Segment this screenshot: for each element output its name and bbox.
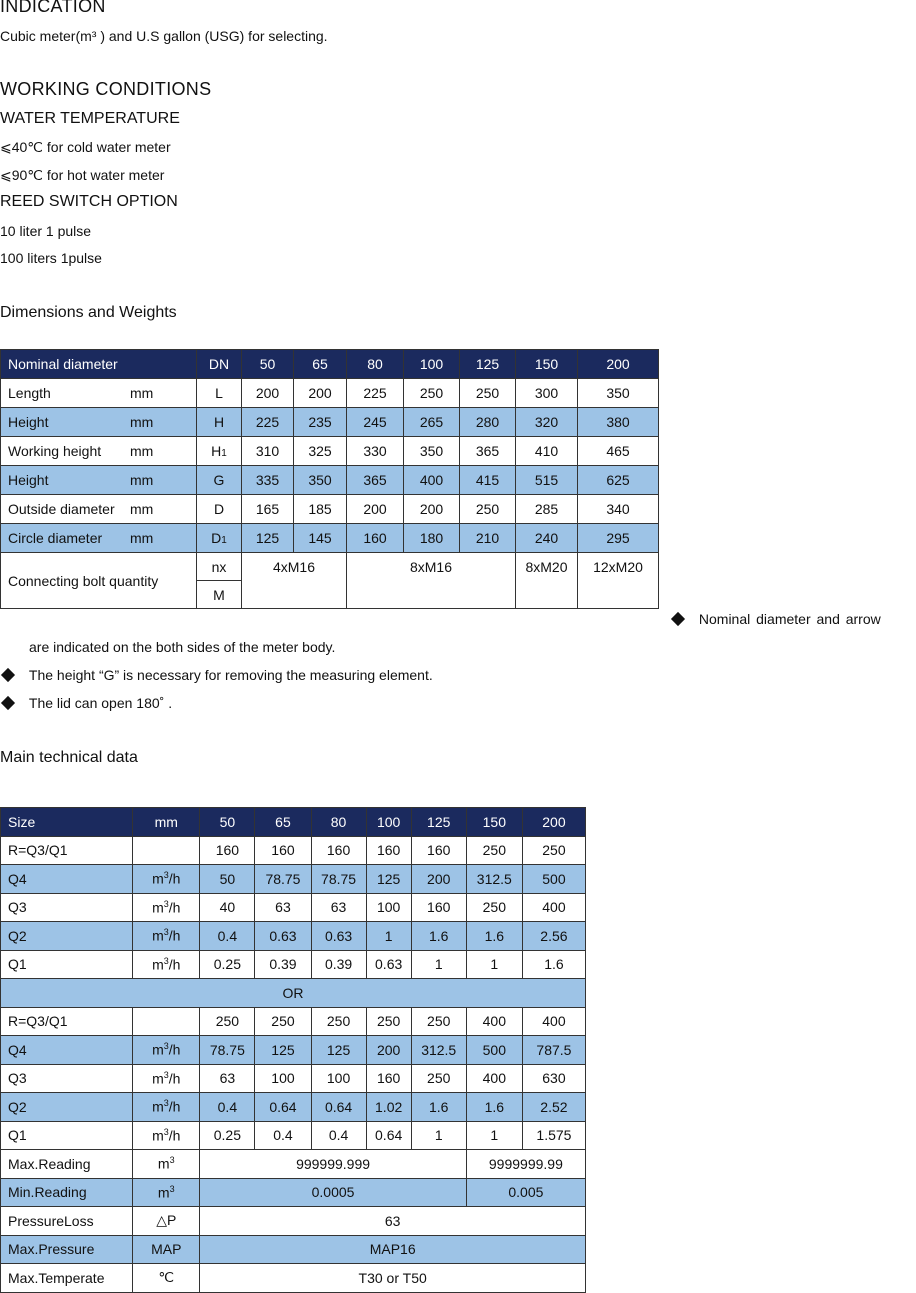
table-cell: 787.5 xyxy=(522,1036,585,1065)
table-cell: 0.4 xyxy=(200,922,255,951)
table-cell: 200 xyxy=(347,495,404,524)
note-2-text: The height “G” is necessary for removing the measuring element. xyxy=(28,667,433,683)
table-cell: 160 xyxy=(200,836,255,865)
table-cell: 8xM16 xyxy=(347,553,516,581)
table-row xyxy=(1,865,586,894)
table-cell: 250 xyxy=(466,836,522,865)
table-cell: 160 xyxy=(255,836,311,865)
header-cell: Nominal diameter xyxy=(1,350,197,379)
row-label: Max.Temperate xyxy=(1,1264,133,1293)
row-label: Q3 xyxy=(1,1064,133,1093)
dimensions-title: Dimensions and Weights xyxy=(0,304,177,321)
table-cell: 465 xyxy=(578,437,659,466)
table-cell: 250 xyxy=(522,836,585,865)
table-cell: 1 xyxy=(466,1121,522,1150)
table-cell: 160 xyxy=(347,524,404,553)
table-cell: T30 or T50 xyxy=(200,1264,586,1293)
symbol-cell: H xyxy=(197,408,242,437)
reed-option-2: 100 liters 1pulse xyxy=(0,250,102,266)
note-1-text-b: are indicated on the both sides of the meter body. xyxy=(29,639,336,655)
table-cell: 50 xyxy=(200,865,255,894)
table-row xyxy=(1,922,586,951)
table-cell: 325 xyxy=(294,437,347,466)
unit-cell: $m^3/h$ xyxy=(133,950,200,979)
or-separator: OR xyxy=(1,979,586,1008)
table-row xyxy=(1,979,586,1008)
note-3-text: The lid can open 180˚ . xyxy=(28,695,173,711)
technical-data-table xyxy=(0,807,586,1293)
table-cell: 240 xyxy=(516,524,578,553)
table-cell: 8xM20 xyxy=(516,553,578,581)
header-cell: 200 xyxy=(578,350,659,379)
table-cell: 350 xyxy=(578,379,659,408)
row-label: Q2 xyxy=(1,922,133,951)
table-cell: 9999999.99 xyxy=(466,1150,585,1179)
header-cell: 125 xyxy=(460,350,516,379)
unit-cell: $m^3/h$ xyxy=(133,893,200,922)
table-row xyxy=(1,437,659,466)
table-cell: 365 xyxy=(460,437,516,466)
table-cell: 63 xyxy=(200,1064,255,1093)
table-row xyxy=(1,466,659,495)
table-cell: 180 xyxy=(404,524,460,553)
row-label: Height mm xyxy=(1,408,197,437)
table-cell: 250 xyxy=(366,1007,411,1036)
table-cell: 410 xyxy=(516,437,578,466)
table-cell: 250 xyxy=(466,893,522,922)
table-cell: 160 xyxy=(411,836,466,865)
table-cell: 145 xyxy=(294,524,347,553)
header-cell: 125 xyxy=(411,808,466,837)
table-cell: 0.4 xyxy=(311,1121,366,1150)
header-cell: 200 xyxy=(522,808,585,837)
table-cell: 250 xyxy=(311,1007,366,1036)
table-cell: 1.6 xyxy=(466,1093,522,1122)
table-cell: 630 xyxy=(522,1064,585,1093)
hot-water-text: ⩽90℃ for hot water meter xyxy=(0,167,165,183)
table-cell: 250 xyxy=(404,379,460,408)
symbol-cell: H1 xyxy=(197,437,242,466)
table-row xyxy=(1,1007,586,1036)
table-cell: 1 xyxy=(411,1121,466,1150)
note-1-first-line xyxy=(673,611,881,627)
table-cell: 400 xyxy=(466,1007,522,1036)
table-row xyxy=(1,1150,586,1179)
table-cell: 63 xyxy=(255,893,311,922)
table-row xyxy=(1,524,659,553)
table-row xyxy=(1,836,586,865)
header-cell: 150 xyxy=(516,350,578,379)
table-cell: 63 xyxy=(311,893,366,922)
table-cell: 330 xyxy=(347,437,404,466)
unit-cell: $m^3/h$ xyxy=(133,1036,200,1065)
table-cell: 100 xyxy=(366,893,411,922)
row-label: Connecting bolt quantity xyxy=(1,553,197,609)
table-cell: 200 xyxy=(242,379,294,408)
table-cell: 210 xyxy=(460,524,516,553)
table-cell: 0.25 xyxy=(200,1121,255,1150)
header-cell: 150 xyxy=(466,808,522,837)
table-cell: 125 xyxy=(242,524,294,553)
unit-cell: $m^3/h$ xyxy=(133,1093,200,1122)
header-cell: 80 xyxy=(311,808,366,837)
table-cell: 1.6 xyxy=(522,950,585,979)
table-cell: 1 xyxy=(466,950,522,979)
table-cell: 235 xyxy=(294,408,347,437)
table-cell: 2.56 xyxy=(522,922,585,951)
row-label: R=Q3/Q1 xyxy=(1,836,133,865)
row-label: Q2 xyxy=(1,1093,133,1122)
table-row xyxy=(1,408,659,437)
table-cell: 0.25 xyxy=(200,950,255,979)
table-cell: 300 xyxy=(516,379,578,408)
table-cell: 400 xyxy=(522,1007,585,1036)
table-cell: 340 xyxy=(578,495,659,524)
table-cell: 500 xyxy=(466,1036,522,1065)
symbol-cell: G xyxy=(197,466,242,495)
header-cell: 65 xyxy=(294,350,347,379)
row-label: R=Q3/Q1 xyxy=(1,1007,133,1036)
table-cell: MAP16 xyxy=(200,1235,586,1264)
table-cell: 160 xyxy=(366,1064,411,1093)
unit-cell xyxy=(133,836,200,865)
table-cell: 125 xyxy=(311,1036,366,1065)
table-cell: 0.63 xyxy=(255,922,311,951)
table-row xyxy=(1,1064,586,1093)
table-cell: 310 xyxy=(242,437,294,466)
table-cell: 225 xyxy=(347,379,404,408)
unit-cell: MAP xyxy=(133,1235,200,1264)
table-cell: 100 xyxy=(255,1064,311,1093)
table-cell: 1.02 xyxy=(366,1093,411,1122)
table-cell: 400 xyxy=(466,1064,522,1093)
note-1-text-a: Nominal diameter and arrow xyxy=(698,611,881,627)
note-2 xyxy=(3,667,433,683)
table-cell: 160 xyxy=(411,893,466,922)
table-cell: 250 xyxy=(255,1007,311,1036)
unit-cell: $m^3/h$ xyxy=(133,865,200,894)
row-label: Q4 xyxy=(1,865,133,894)
unit-cell: $m^3/h$ xyxy=(133,1121,200,1150)
table-cell: 100 xyxy=(311,1064,366,1093)
table-cell: 63 xyxy=(200,1207,586,1236)
table-cell: 2.52 xyxy=(522,1093,585,1122)
table-cell: 1.6 xyxy=(411,1093,466,1122)
table-cell: 515 xyxy=(516,466,578,495)
table-cell: 250 xyxy=(200,1007,255,1036)
diamond-bullet-icon xyxy=(1,696,15,710)
table-cell: 0.39 xyxy=(255,950,311,979)
table-cell: 625 xyxy=(578,466,659,495)
table-row xyxy=(1,1093,586,1122)
header-cell: 100 xyxy=(366,808,411,837)
indication-title: INDICATION xyxy=(0,0,106,16)
header-cell: mm xyxy=(133,808,200,837)
header-cell: 80 xyxy=(347,350,404,379)
header-cell: 50 xyxy=(242,350,294,379)
table-cell: 0.4 xyxy=(200,1093,255,1122)
row-label: Circle diameter mm xyxy=(1,524,197,553)
reed-option-1: 10 liter 1 pulse xyxy=(0,223,92,239)
table-cell: 200 xyxy=(366,1036,411,1065)
note-3 xyxy=(3,695,172,711)
row-label: Working height mm xyxy=(1,437,197,466)
cold-water-text: ⩽40℃ for cold water meter xyxy=(0,139,171,155)
symbol-cell: nx xyxy=(197,553,242,581)
table-cell: 0.0005 xyxy=(200,1178,466,1207)
table-cell: 320 xyxy=(516,408,578,437)
table-cell: 350 xyxy=(404,437,460,466)
indication-text: Cubic meter(m³ ) and U.S gallon (USG) for selecting. xyxy=(0,28,328,44)
header-cell: 50 xyxy=(200,808,255,837)
table-row xyxy=(1,1207,586,1236)
unit-cell: $m^3/h$ xyxy=(133,1064,200,1093)
table-row xyxy=(1,495,659,524)
row-label: Outside diameter mm xyxy=(1,495,197,524)
header-cell: Size xyxy=(1,808,133,837)
table-cell: 245 xyxy=(347,408,404,437)
table-row xyxy=(1,379,659,408)
table-cell: 160 xyxy=(366,836,411,865)
row-label: PressureLoss xyxy=(1,1207,133,1236)
reed-switch-title: REED SWITCH OPTION xyxy=(0,193,178,210)
table-cell: 1.6 xyxy=(411,922,466,951)
table-row xyxy=(1,1178,586,1207)
header-cell: 100 xyxy=(404,350,460,379)
row-label: Q1 xyxy=(1,950,133,979)
table-cell: 415 xyxy=(460,466,516,495)
table-cell: 0.39 xyxy=(311,950,366,979)
table-cell: 78.75 xyxy=(255,865,311,894)
table-cell: 335 xyxy=(242,466,294,495)
table-cell: 225 xyxy=(242,408,294,437)
table-cell: 0.63 xyxy=(311,922,366,951)
table-cell: 365 xyxy=(347,466,404,495)
table-cell: 125 xyxy=(255,1036,311,1065)
technical-data-title: Main technical data xyxy=(0,749,138,766)
table-cell: 380 xyxy=(578,408,659,437)
unit-cell: $m^3/h$ xyxy=(133,922,200,951)
table-cell: 0.64 xyxy=(366,1121,411,1150)
table-cell xyxy=(347,581,516,609)
table-cell: 185 xyxy=(294,495,347,524)
table-cell: 0.64 xyxy=(255,1093,311,1122)
table-cell: 1 xyxy=(411,950,466,979)
table-cell xyxy=(516,581,578,609)
symbol-cell: D1 xyxy=(197,524,242,553)
row-label: Q3 xyxy=(1,893,133,922)
table-row xyxy=(1,950,586,979)
table-cell: 500 xyxy=(522,865,585,894)
row-label: Length mm xyxy=(1,379,197,408)
table-cell: 999999.999 xyxy=(200,1150,466,1179)
unit-cell: △P xyxy=(133,1207,200,1236)
table-cell: 1.575 xyxy=(522,1121,585,1150)
table-row xyxy=(1,1036,586,1065)
table-cell: 312.5 xyxy=(466,865,522,894)
table-cell: 250 xyxy=(460,379,516,408)
table-cell: 200 xyxy=(294,379,347,408)
row-label: Q4 xyxy=(1,1036,133,1065)
diamond-bullet-icon xyxy=(1,668,15,682)
table-cell: 78.75 xyxy=(311,865,366,894)
table-row xyxy=(1,1264,586,1293)
table-cell: 4xM16 xyxy=(242,553,347,581)
table-cell: 0.64 xyxy=(311,1093,366,1122)
table-cell: 1.6 xyxy=(466,922,522,951)
table-cell: 0.4 xyxy=(255,1121,311,1150)
row-label: Min.Reading xyxy=(1,1178,133,1207)
table-cell: 1 xyxy=(366,922,411,951)
table-cell: 250 xyxy=(411,1007,466,1036)
table-cell: 250 xyxy=(460,495,516,524)
table-cell: 312.5 xyxy=(411,1036,466,1065)
table-cell: 265 xyxy=(404,408,460,437)
unit-cell xyxy=(133,1007,200,1036)
row-label: Max.Reading xyxy=(1,1150,133,1179)
table-row xyxy=(1,1235,586,1264)
unit-cell: ℃ xyxy=(133,1264,200,1293)
working-conditions-title: WORKING CONDITIONS xyxy=(0,79,212,99)
dimensions-table xyxy=(0,349,659,609)
table-cell: 125 xyxy=(366,865,411,894)
table-row xyxy=(1,893,586,922)
row-label: Max.Pressure xyxy=(1,1235,133,1264)
table-cell: 160 xyxy=(311,836,366,865)
table-cell: 295 xyxy=(578,524,659,553)
unit-cell: $m^3$ xyxy=(133,1150,200,1179)
table-cell: 0.63 xyxy=(366,950,411,979)
table-cell: 250 xyxy=(411,1064,466,1093)
diamond-bullet-icon xyxy=(671,612,685,626)
table-row xyxy=(1,808,586,837)
table-cell: 78.75 xyxy=(200,1036,255,1065)
table-cell: 400 xyxy=(404,466,460,495)
row-label: Q1 xyxy=(1,1121,133,1150)
table-cell: 165 xyxy=(242,495,294,524)
table-row xyxy=(1,1121,586,1150)
table-cell: 40 xyxy=(200,893,255,922)
table-cell: 0.005 xyxy=(466,1178,585,1207)
table-cell xyxy=(578,581,659,609)
symbol-cell: L xyxy=(197,379,242,408)
header-cell: DN xyxy=(197,350,242,379)
table-row xyxy=(1,553,659,581)
symbol-cell: M xyxy=(197,581,242,609)
table-cell: 200 xyxy=(411,865,466,894)
table-cell: 400 xyxy=(522,893,585,922)
table-cell xyxy=(242,581,347,609)
table-row xyxy=(1,350,659,379)
unit-cell: $m^3$ xyxy=(133,1178,200,1207)
table-cell: 350 xyxy=(294,466,347,495)
header-cell: 65 xyxy=(255,808,311,837)
table-cell: 285 xyxy=(516,495,578,524)
water-temperature-title: WATER TEMPERATURE xyxy=(0,110,180,127)
table-cell: 200 xyxy=(404,495,460,524)
row-label: Height mm xyxy=(1,466,197,495)
table-cell: 12xM20 xyxy=(578,553,659,581)
table-cell: 280 xyxy=(460,408,516,437)
symbol-cell: D xyxy=(197,495,242,524)
